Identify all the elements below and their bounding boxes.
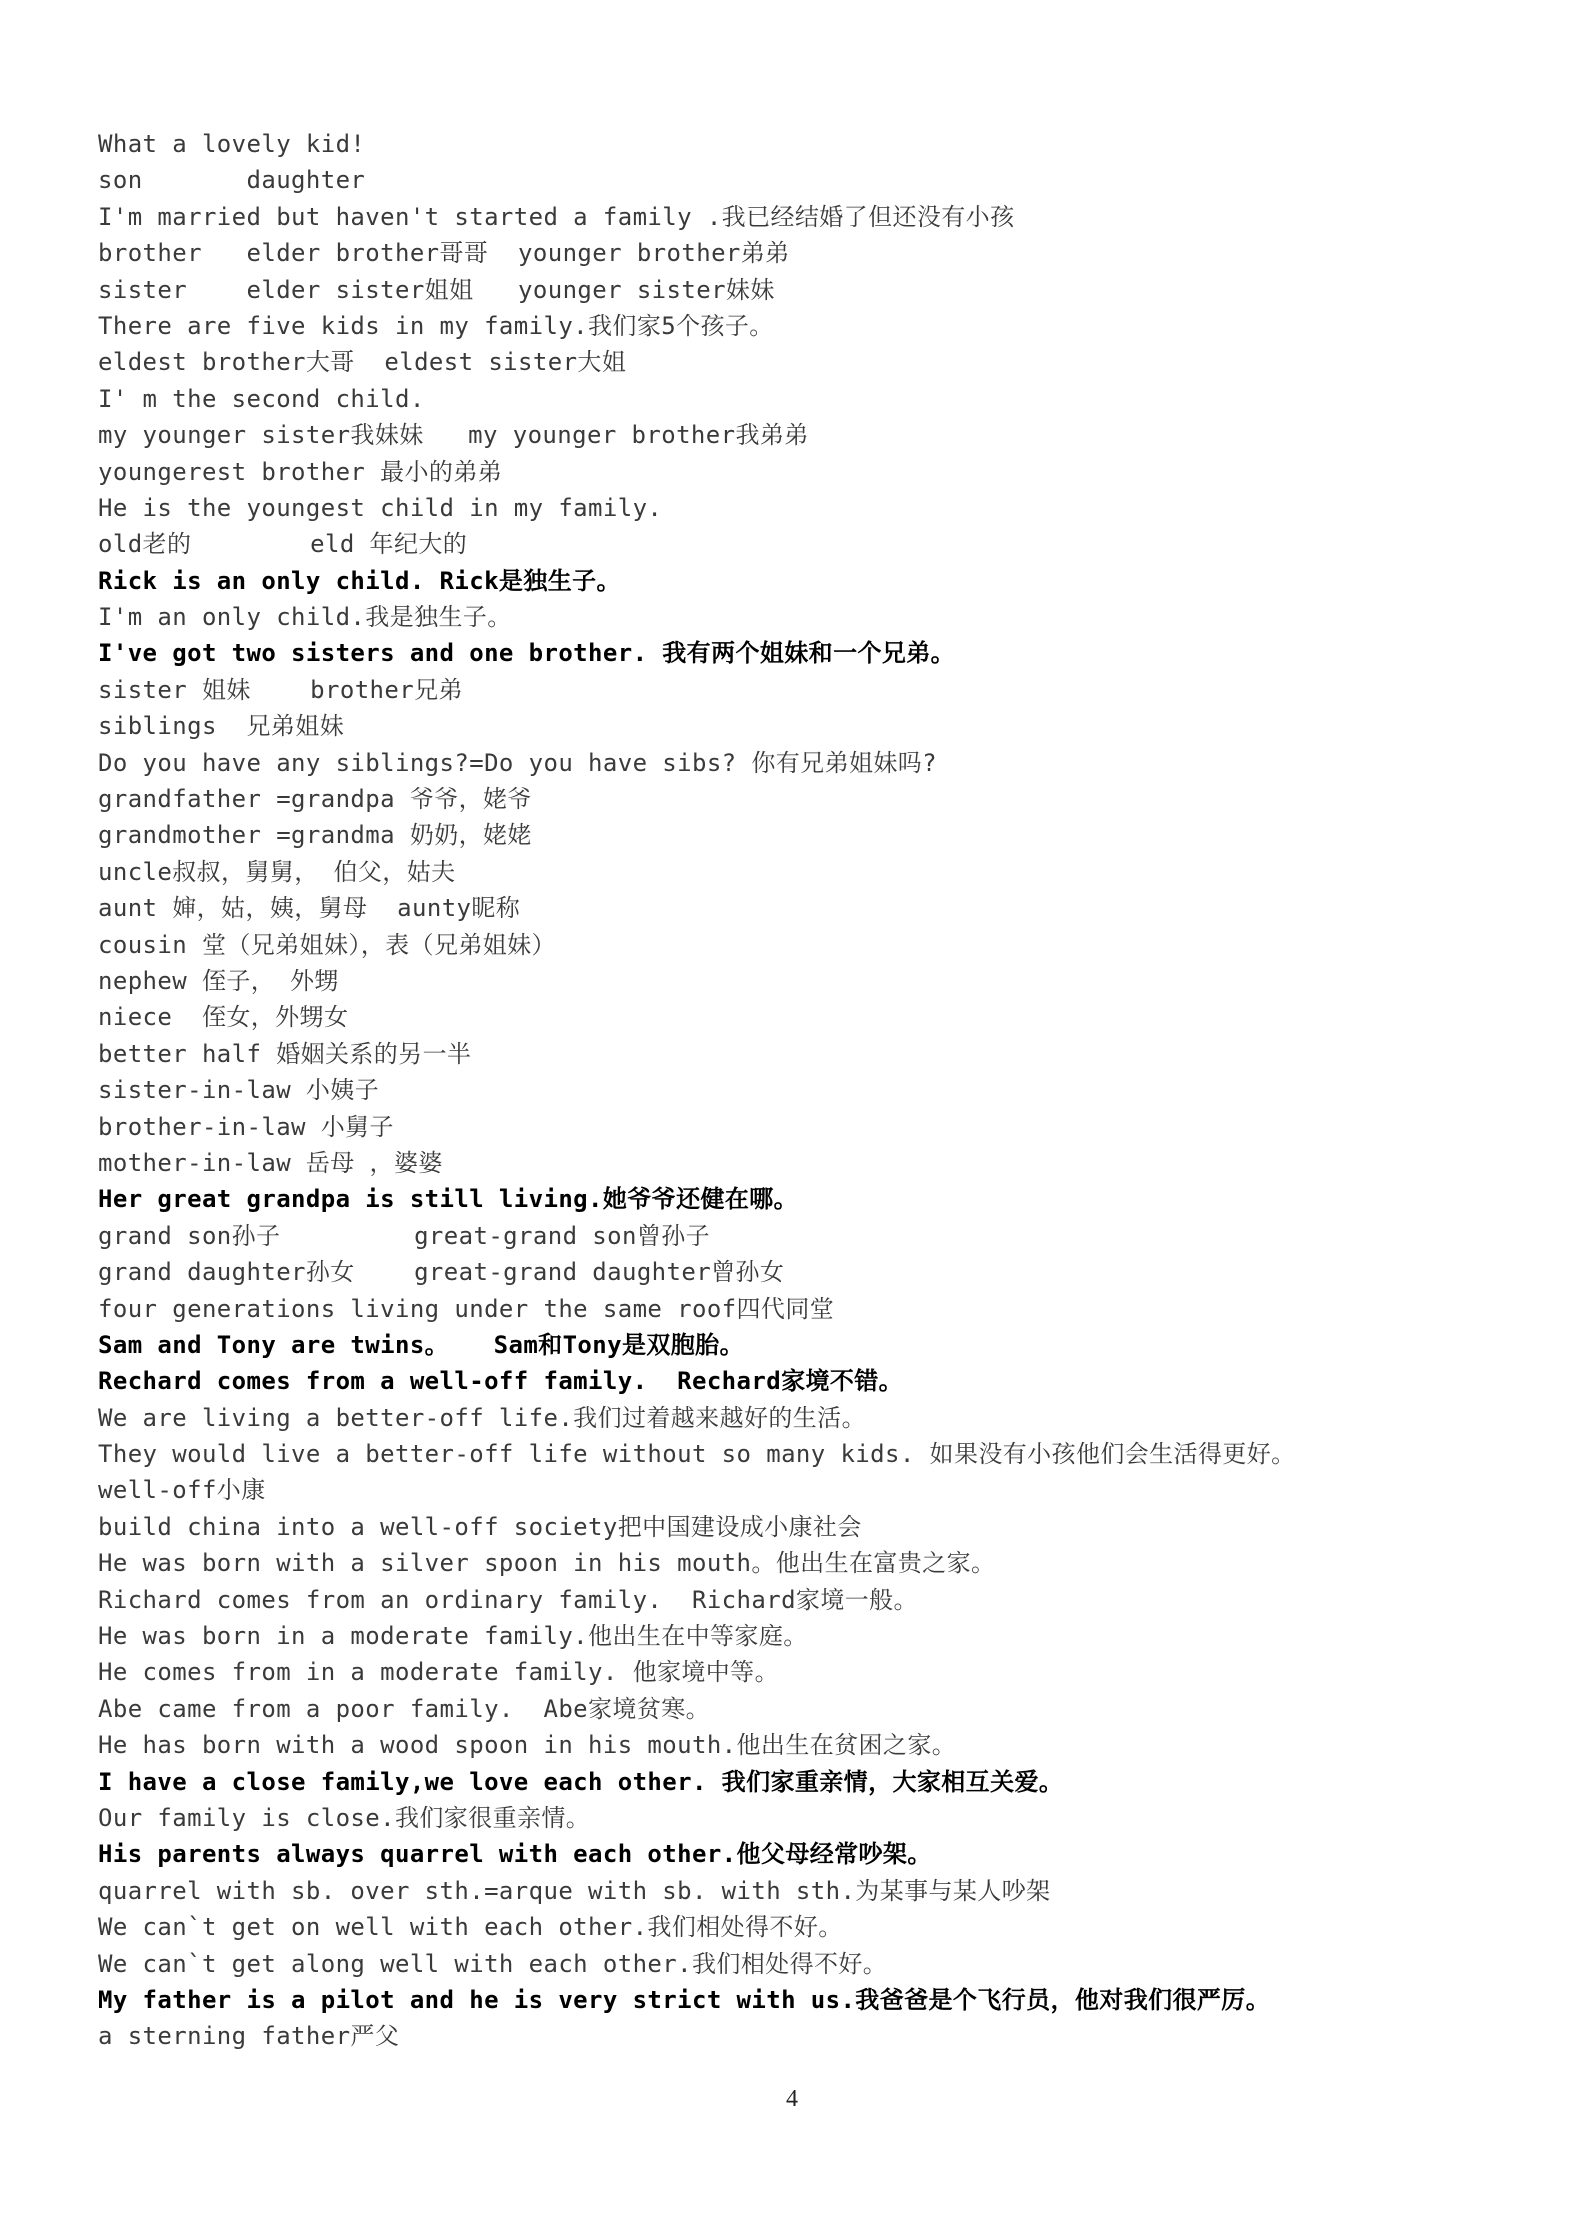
text-line: My father is a pilot and he is very strict with us.我爸爸是个飞行员，他对我们很严厉。 <box>98 1985 1271 2014</box>
text-line: quarrel with sb. over sth.=arque with sb. with sth.为某事与某人吵架 <box>98 1876 1051 1905</box>
text-line: Richard comes from an ordinary family. Richard家境一般。 <box>98 1585 918 1614</box>
text-line: They would live a better-off life without so many kids. 如果没有小孩他们会生活得更好。 <box>98 1440 1296 1469</box>
text-line: old老的 eld 年纪大的 <box>98 530 468 559</box>
text-line: He was born in a moderate family.他出生在中等家庭。 <box>98 1622 808 1651</box>
text-line: build china into a well-off society把中国建设成小康社会 <box>98 1512 862 1541</box>
text-line: I have a close family,we love each other. 我们家重亲情，大家相互关爱。 <box>98 1767 1064 1796</box>
text-line: There are five kids in my family.我们家5个孩子。 <box>98 311 774 340</box>
text-line: Our family is close.我们家很重亲情。 <box>98 1803 591 1832</box>
text-line: nephew 侄子， 外甥 <box>98 966 339 995</box>
text-line: aunt 婶，姑，姨，舅母 aunty昵称 <box>98 894 521 923</box>
text-line: youngerest brother 最小的弟弟 <box>98 457 503 486</box>
text-line: sister elder sister姐姐 younger sister妹妹 <box>98 275 775 304</box>
text-line: son daughter <box>98 166 366 195</box>
text-line: niece 侄女，外甥女 <box>98 1003 349 1032</box>
text-line: four generations living under the same roof四代同堂 <box>98 1294 835 1323</box>
text-line: Abe came from a poor family. Abe家境贫寒。 <box>98 1694 711 1723</box>
text-line: We can`t get on well with each other.我们相处得不好。 <box>98 1913 843 1942</box>
page-number: 4 <box>786 2086 798 2112</box>
document-body <box>98 126 1498 2055</box>
text-line: He has born with a wood spoon in his mouth.他出生在贫困之家。 <box>98 1731 957 1760</box>
text-line: sister-in-law 小姨子 <box>98 1076 380 1105</box>
text-line: grand daughter孙女 great-grand daughter曾孙女 <box>98 1258 785 1287</box>
text-line: grandfather =grandpa 爷爷，姥爷 <box>98 785 532 814</box>
text-line: Rechard comes from a well-off family. Rechard家境不错。 <box>98 1367 904 1396</box>
text-line: uncle叔叔，舅舅， 伯父，姑夫 <box>98 857 456 886</box>
text-line: He is the youngest child in my family. <box>98 493 663 522</box>
text-line: siblings 兄弟姐妹 <box>98 712 345 741</box>
text-line: mother-in-law 岳母 ，婆婆 <box>98 1148 443 1177</box>
text-line: He comes from in a moderate family. 他家境中等。 <box>98 1658 779 1687</box>
text-line: brother-in-law 小舅子 <box>98 1112 394 1141</box>
text-line: What a lovely kid! <box>98 130 366 158</box>
text-line: His parents always quarrel with each other.他父母经常吵架。 <box>98 1840 932 1869</box>
text-line: my younger sister我妹妹 my younger brother我弟弟 <box>98 421 809 450</box>
text-line: Do you have any siblings?=Do you have sibs? 你有兄弟姐妹吗? <box>98 748 938 777</box>
text-line: Sam and Tony are twins。 Sam和Tony是双胞胎。 <box>98 1330 744 1359</box>
text-line: better half 婚姻关系的另一半 <box>98 1039 472 1068</box>
text-line: a sterning father严父 <box>98 2022 400 2051</box>
text-line: brother elder brother哥哥 younger brother弟弟 <box>98 239 790 268</box>
text-line: We are living a better-off life.我们过着越来越好的生活。 <box>98 1403 866 1432</box>
text-line: I' m the second child. <box>98 384 425 413</box>
text-line: grandmother =grandma 奶奶，姥姥 <box>98 821 532 850</box>
text-line: sister 姐妹 brother兄弟 <box>98 675 463 704</box>
text-line: I'm an only child.我是独生子。 <box>98 603 512 632</box>
text-line: cousin 堂（兄弟姐妹），表（兄弟姐妹） <box>98 930 556 959</box>
text-line: Rick is an only child. Rick是独生子。 <box>98 566 621 595</box>
text-line: grand son孙子 great-grand son曾孙子 <box>98 1221 711 1250</box>
text-line: well-off小康 <box>98 1476 266 1505</box>
text-line: We can`t get along well with each other.我们相处得不好。 <box>98 1949 888 1978</box>
text-line: I've got two sisters and one brother. 我有两个姐妹和一个兄弟。 <box>98 639 956 668</box>
text-line: Her great grandpa is still living.她爷爷还健在哪。 <box>98 1185 799 1214</box>
text-line: eldest brother大哥 eldest sister大姐 <box>98 348 627 377</box>
text-line: I'm married but haven't started a family .我已经结婚了但还没有小孩 <box>98 202 1015 231</box>
text-line: He was born with a silver spoon in his mouth。他出生在富贵之家。 <box>98 1549 996 1578</box>
